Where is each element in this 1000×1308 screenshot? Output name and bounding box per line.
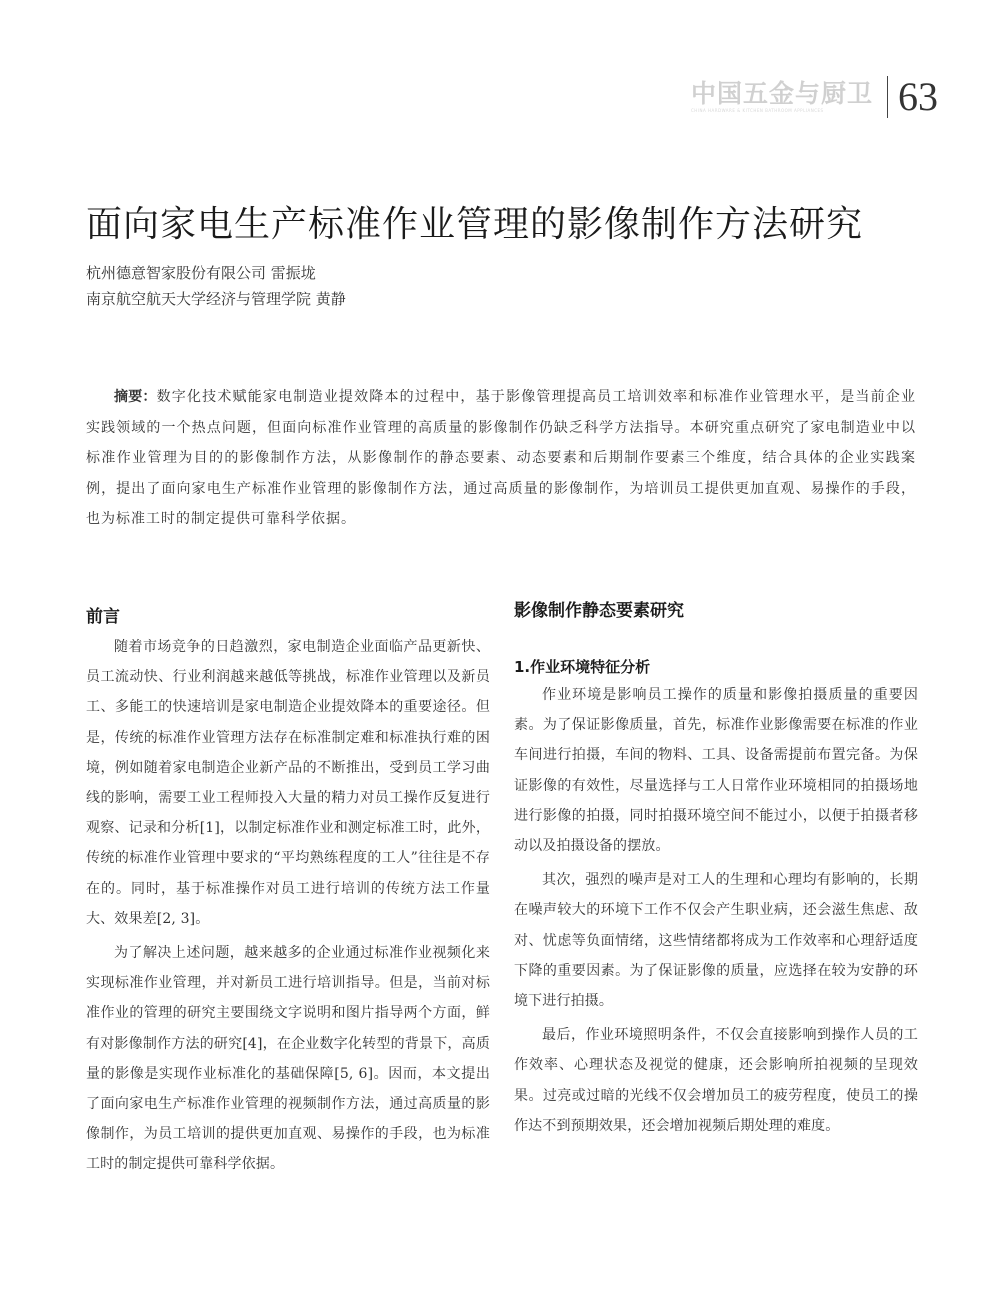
journal-logo	[691, 80, 873, 114]
header-divider	[887, 76, 888, 118]
abstract-text: 数字化技术赋能家电制造业提效降本的过程中，基于影像管理提高员工培训效率和标准作业管理水平，是当前企业实践领域的一个热点问题，但面向标准作业管理的高质量的影像制作仍缺乏科学方法指导。本研究重点研究了家电制造业中以标准作业管理为目的的影像制作方法，从影像制作的静态要素、动态要素和后期制作要素三个维度，结合具体的企业实践案例，提出了面向家电生产标准作业管理的影像制作方法，通过高质量的影像制作，为培训员工提供更加直观、易操作的手段，也为标准工时的制定提供可靠科学依据。	[86, 389, 916, 527]
environment-paragraph-1: 作业环境是影响员工操作的质量和影像拍摄质量的重要因素。为了保证影像质量，首先，标准作业影像需要在标准的作业车间进行拍摄，车间的物料、工具、设备需提前布置完备。为保证影像的有效性，尽量选择与工人日常作业环境相同的拍摄场地进行影像的拍摄，同时拍摄环境空间不能过小，以便于拍摄者移动以及拍摄设备的摆放。	[514, 687, 918, 855]
page-header	[691, 74, 938, 120]
subheading-work-environment: 1.作业环境特征分析	[514, 658, 651, 676]
right-column	[514, 596, 918, 1141]
author-line-2: 南京航空航天大学经济与管理学院 黄静	[86, 290, 346, 308]
preface-paragraph-1: 随着市场竞争的日趋激烈，家电制造企业面临产品更新快、员工流动快、行业利润越来越低等挑战，标准作业管理以及新员工、多能工的快速培训是家电制造企业提效降本的重要途径。但是，传统的标准作业管理方法存在标准制定难和标准执行难的困境，例如随着家电制造企业新产品的不断推出，受到员工学习曲线的影响，需要工业工程师投入大量的精力对员工操作反复进行观察、记录和分析[1]，以制定标准作业和测定标准工时，此外，传统的标准作业管理中要求的“平均熟练程度的工人”往往是不存在的。同时，基于标准操作对员工进行培训的传统方法工作量大、效果差[2, 3]。	[86, 639, 490, 927]
left-column	[86, 596, 490, 1180]
page-number: 63	[898, 74, 938, 119]
environment-paragraph-2: 其次，强烈的噪声是对工人的生理和心理均有影响的，长期在噪声较大的环境下工作不仅会产生职业病，还会滋生焦虑、敌对、忧虑等负面情绪，这些情绪都将成为工作效率和心理舒适度下降的重要因素。为了保证影像的质量，应选择在较为安静的环境下进行拍摄。	[514, 872, 918, 1010]
environment-paragraph-3: 最后，作业环境照明条件，不仅会直接影响到操作人员的工作效率、心理状态及视觉的健康，还会影响所拍视频的呈现效果。过亮或过暗的光线不仅会增加员工的疲劳程度，使员工的操作达不到预期效果，还会增加视频后期处理的难度。	[514, 1027, 918, 1134]
preface-paragraph-2: 为了解决上述问题，越来越多的企业通过标准作业视频化来实现标准作业管理，并对新员工进行培训指导。但是，当前对标准作业的管理的研究主要围绕文字说明和图片指导两个方面，鲜有对影像制作方法的研究[4]，在企业数字化转型的背景下，高质量的影像是实现作业标准化的基础保障[5, 6]。因而，本文提出了面向家电生产标准作业管理的视频制作方法，通过高质量的影像制作，为员工培训的提供更加直观、易操作的手段，也为标准工时的制定提供可靠科学依据。	[86, 945, 490, 1173]
section-heading-static-elements: 影像制作静态要素研究	[514, 601, 684, 621]
journal-logo-subtext: CHINA HARDWARE & KITCHEN BATHROOM APPLIANCES	[690, 108, 824, 113]
abstract-label: 摘要：	[114, 389, 157, 405]
journal-logo-text: 中国五金与厨卫	[690, 79, 873, 108]
author-line-1: 杭州德意智家股份有限公司 雷振垅	[86, 264, 316, 282]
abstract	[86, 382, 916, 535]
section-heading-preface: 前言	[86, 607, 120, 627]
article-title: 面向家电生产标准作业管理的影像制作方法研究	[86, 204, 864, 245]
